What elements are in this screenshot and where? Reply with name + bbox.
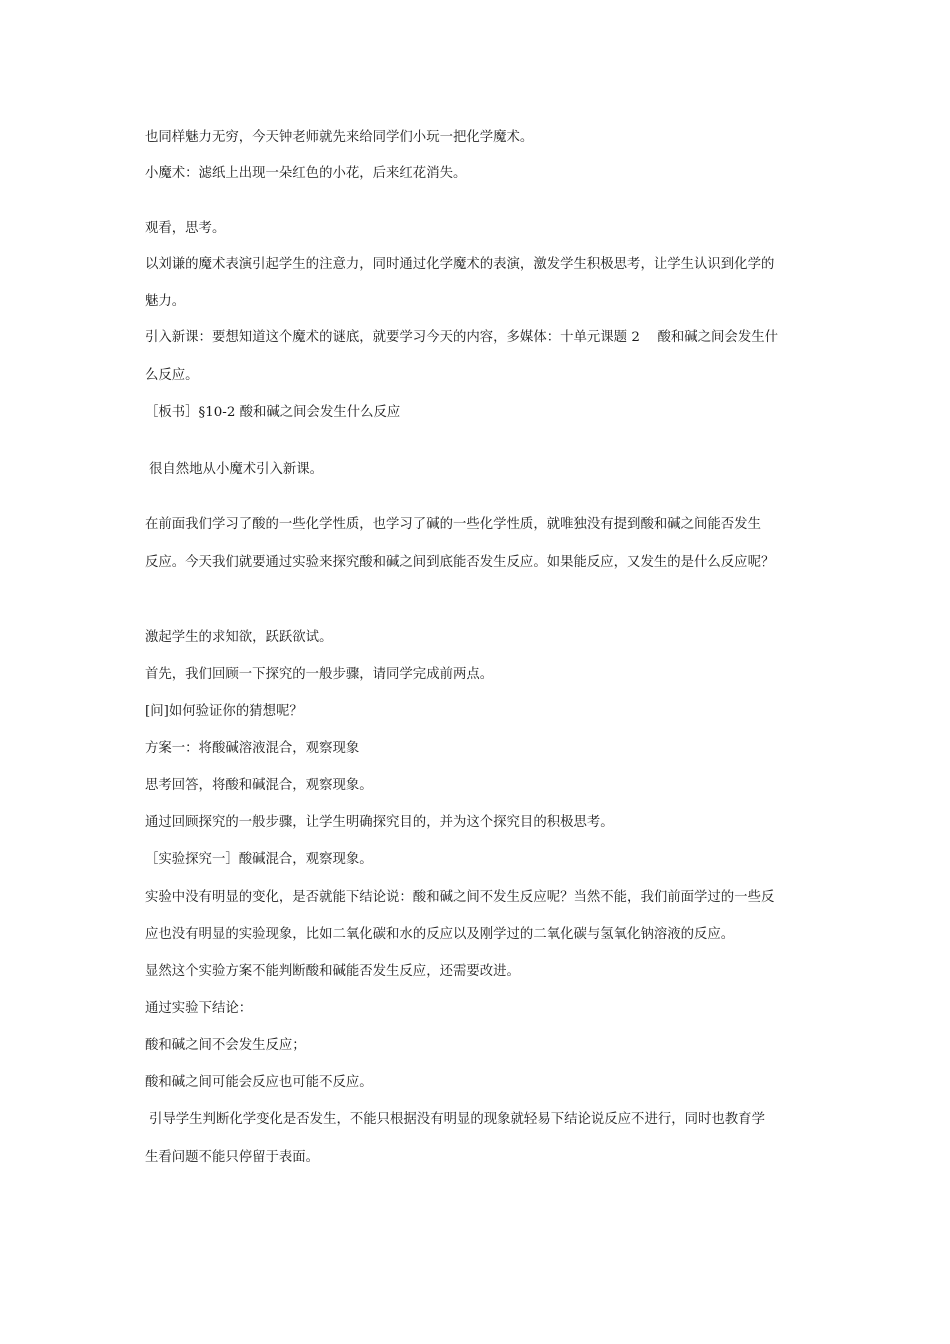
paragraph-line: 小魔术：滤纸上出现一朵红色的小花，后来红花消失。 [145, 166, 467, 181]
paragraph-line: 以刘谦的魔术表演引起学生的注意力，同时通过化学魔术的表演，激发学生积极思考，让学生认识到化学的 [145, 257, 775, 272]
paragraph-line: 生看问题不能只停留于表面。 [145, 1150, 320, 1165]
paragraph-line: 也同样魅力无穷，今天钟老师就先来给同学们小玩一把化学魔术。 [145, 130, 534, 145]
paragraph-line: 魅力。 [145, 294, 186, 309]
paragraph-line: 显然这个实验方案不能判断酸和碱能否发生反应，还需要改进。 [145, 964, 520, 979]
paragraph-line: 思考回答，将酸和碱混合，观察现象。 [145, 778, 373, 793]
board-heading: ［板书］§10-2 酸和碱之间会发生什么反应 [145, 405, 401, 420]
paragraph-line: 引导学生判断化学变化是否发生，不能只根据没有明显的现象就轻易下结论说反应不进行，同时也教育学 [149, 1112, 765, 1127]
paragraph-line: 首先，我们回顾一下探究的一般步骤，请同学完成前两点。 [145, 667, 494, 682]
paragraph-line: 在前面我们学习了酸的一些化学性质，也学习了碱的一些化学性质，就唯独没有提到酸和碱之间能否发生 [145, 517, 761, 532]
paragraph-line: 激起学生的求知欲，跃跃欲试。 [145, 630, 333, 645]
paragraph-line: 实验中没有明显的变化，是否就能下结论说：酸和碱之间不发生反应呢？当然不能，我们前面学过的一些反 [145, 890, 775, 905]
paragraph-line: 引入新课：要想知道这个魔术的谜底，就要学习今天的内容，多媒体：十单元课题 2 酸和碱之间会发生什 [145, 330, 778, 345]
paragraph-line: 通过回顾探究的一般步骤，让学生明确探究目的，并为这个探究目的积极思考。 [145, 815, 614, 830]
question-line: [问]如何验证你的猜想呢？ [145, 704, 303, 719]
paragraph-line: 反应。今天我们就要通过实验来探究酸和碱之间到底能否发生反应。如果能反应，又发生的是什么反应呢？ [145, 555, 775, 570]
experiment-heading: ［实验探究一］酸碱混合，观察现象。 [145, 852, 373, 867]
paragraph-line: 很自然地从小魔术引入新课。 [149, 462, 324, 477]
paragraph-line: 酸和碱之间不会发生反应； [145, 1038, 306, 1053]
paragraph-line: 通过实验下结论： [145, 1001, 253, 1016]
paragraph-line: 么反应。 [145, 368, 199, 383]
paragraph-line: 方案一：将酸碱溶液混合，观察现象 [145, 741, 360, 756]
paragraph-line: 应也没有明显的实验现象，比如二氧化碳和水的反应以及刚学过的二氧化碳与氢氧化钠溶液的反应。 [145, 927, 735, 942]
paragraph-line: 观看，思考。 [145, 221, 226, 236]
paragraph-line: 酸和碱之间可能会反应也可能不反应。 [145, 1075, 373, 1090]
